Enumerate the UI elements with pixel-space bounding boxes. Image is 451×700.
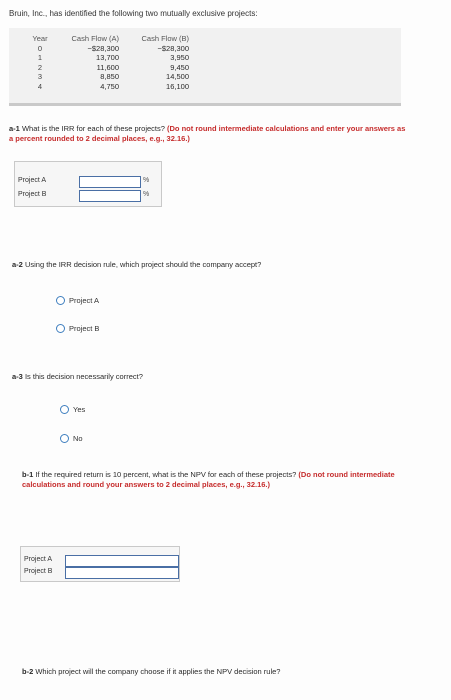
npv-input-project-a[interactable] [65,555,179,567]
cash-flow-b-cell: 9,450 [170,62,189,72]
table-divider [9,103,401,106]
cash-flow-b-cell: −$28,300 [157,43,189,53]
year-cell: 1 [37,53,43,62]
npv-row-project-a [21,555,179,567]
cash-flow-a-header: Cash Flow (A) [71,34,119,43]
question-a2 [12,260,261,270]
cash-flow-a-cell: −$28,300 [87,43,119,53]
npv-answer-table [20,546,180,582]
problem-intro: Bruin, Inc., has identified the following two mutually exclusive projects: [9,9,258,18]
option-label: Yes [73,405,86,414]
question-a3 [12,372,143,382]
cash-flow-a-column [63,34,119,91]
cash-flow-a-cell: 4,750 [100,81,119,91]
option-project-b[interactable] [56,324,99,333]
question-b2-label: b-2 [22,667,34,676]
irr-row-label: Project A [18,177,47,184]
cash-flow-b-header: Cash Flow (B) [141,34,189,43]
option-yes[interactable] [60,405,85,414]
irr-input-project-a[interactable] [79,176,141,188]
npv-input-project-b[interactable] [65,567,179,579]
option-label: No [73,434,83,443]
year-cell: 4 [37,81,43,91]
question-a1-instruction: (Do not round intermediate calculations and enter your answers as a percent rounded to 2 decimal places, e.g., 32.16.) [9,124,406,143]
question-a1-text: What is the IRR for each of these projects? [21,124,165,133]
question-a2-text: Using the IRR decision rule, which project should the company accept? [24,260,262,269]
option-label: Project B [69,324,100,333]
year-cell: 3 [37,72,43,81]
question-a1-label: a-1 [9,124,20,133]
irr-row-label: Project B [18,191,47,198]
year-cell: 2 [37,62,43,72]
option-project-a[interactable] [56,296,99,305]
year-header: Year [32,34,48,43]
percent-unit: % [143,177,150,184]
cash-flow-a-cell: 13,700 [96,53,119,62]
question-a2-label: a-2 [12,260,23,269]
question-b1 [22,470,427,490]
cash-flow-b-cell: 16,100 [166,81,189,91]
question-b1-text: If the required return is 10 percent, what is the NPV for each of these projects? [35,470,297,479]
option-label: Project A [69,296,100,305]
irr-answer-table [14,161,162,207]
year-column [29,34,51,91]
cash-flow-a-cell: 8,850 [100,72,119,81]
question-b2 [22,667,280,677]
question-a1 [9,124,409,144]
question-a3-text: Is this decision necessarily correct? [24,372,143,381]
npv-row-label: Project B [24,568,53,575]
radio-icon[interactable] [60,405,69,414]
question-b1-instruction: (Do not round intermediate calculations and round your answers to 2 decimal places, e.g., 32.16.) [22,470,395,489]
percent-unit: % [143,191,150,198]
question-b2-text: Which project will the company choose if it applies the NPV decision rule? [35,667,281,676]
radio-icon[interactable] [60,434,69,443]
cash-flow-table [9,28,401,106]
npv-row-project-b [21,567,179,579]
irr-row-project-b [15,190,161,202]
cash-flow-b-cell: 3,950 [170,53,189,62]
radio-icon[interactable] [56,296,65,305]
cash-flow-b-column [137,34,189,91]
radio-icon[interactable] [56,324,65,333]
irr-row-project-a [15,176,161,188]
option-no[interactable] [60,434,83,443]
year-cell: 0 [37,43,43,53]
cash-flow-b-cell: 14,500 [166,72,189,81]
irr-input-project-b[interactable] [79,190,141,202]
question-a3-label: a-3 [12,372,23,381]
npv-row-label: Project A [24,556,53,563]
cash-flow-a-cell: 11,600 [96,62,119,72]
question-b1-label: b-1 [22,470,34,479]
